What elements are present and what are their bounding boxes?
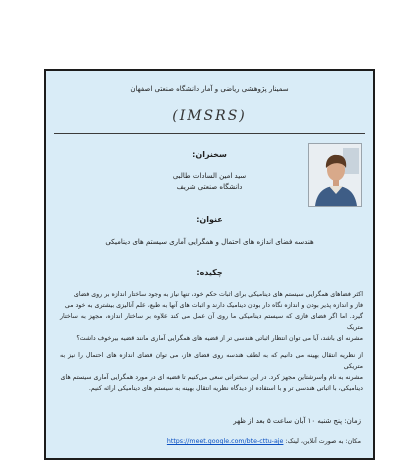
title-heading: عنوان: xyxy=(196,215,223,224)
seminar-acronym: (IMSRS) xyxy=(172,108,247,124)
seminar-poster xyxy=(44,69,375,460)
seminar-time: زمان: پنج شنبه ۱۰ آبان ساعت ۵ بعد از ظهر xyxy=(233,417,361,425)
abstract-line: گیرد. اما اگر فضای فازی که سیستم دینامیکی ما روی آن عمل می کند علاوه بر ساختار اندازه، مجهز به ساختار متریک xyxy=(60,313,363,331)
abstract-paragraph-2 xyxy=(60,350,363,394)
location-label: مکان: به صورت آنلاین، لینک: xyxy=(285,438,361,445)
abstract-paragraph-1 xyxy=(60,289,363,344)
abstract-line: مشرنه به نام واسرشتاین مجهز کرد. در این سخنرانی سعی می‌کنیم تا قضیه ای در مورد همگرایی آماری سیستم های xyxy=(60,374,363,381)
abstract-heading: چکیده: xyxy=(196,268,223,277)
abstract-line: اکثر فضاهای همگرایی سیستم های دینامیکی برای اثبات حکم خود، تنها نیاز به وجود ساختار اندازه بر روی فضای xyxy=(73,291,363,298)
speaker-affiliation: دانشگاه صنعتی شریف xyxy=(176,183,243,191)
abstract-line: دینامیکی، با اثباتی هندسی تر و با استفاده از دیدگاه نظریه انتقال بهینه به سیستم های دینامیکی ارائه کنیم. xyxy=(88,385,363,392)
meeting-link[interactable]: https://meet.google.com/bte-cttu-aje xyxy=(166,438,284,445)
abstract-line: فاز و اندازه پذیر بودن و اندازه نگاه دار بودن دینامیک دارند و اثبات های آنها به طبع، علم آنالیزی بیشتری به خود می xyxy=(64,302,363,309)
speaker-heading: سخنران: xyxy=(192,150,227,159)
seminar-location xyxy=(46,438,361,445)
abstract-line: مشرنه ای باشد، آیا می توان انتظار اثباتی هندسی تر از قضیه های همگرایی آماری مانند قضیه بیرخوف داشت؟ xyxy=(76,335,363,342)
talk-title: هندسه فضای اندازه های احتمال و همگرایی آماری سیستم های دینامیکی xyxy=(105,238,314,246)
header-divider xyxy=(54,133,365,134)
abstract-line: از نظریه انتقال بهینه می دانیم که به لطف هندسه روی فضای فاز، می توان فضای اندازه های احتمال را نیز به متریکی xyxy=(60,352,363,370)
speaker-name: سید امین السادات طالبی xyxy=(172,172,247,180)
poster-header: سمینار پژوهشی ریاضی و آمار دانشگاه صنعتی اصفهان xyxy=(130,85,289,93)
